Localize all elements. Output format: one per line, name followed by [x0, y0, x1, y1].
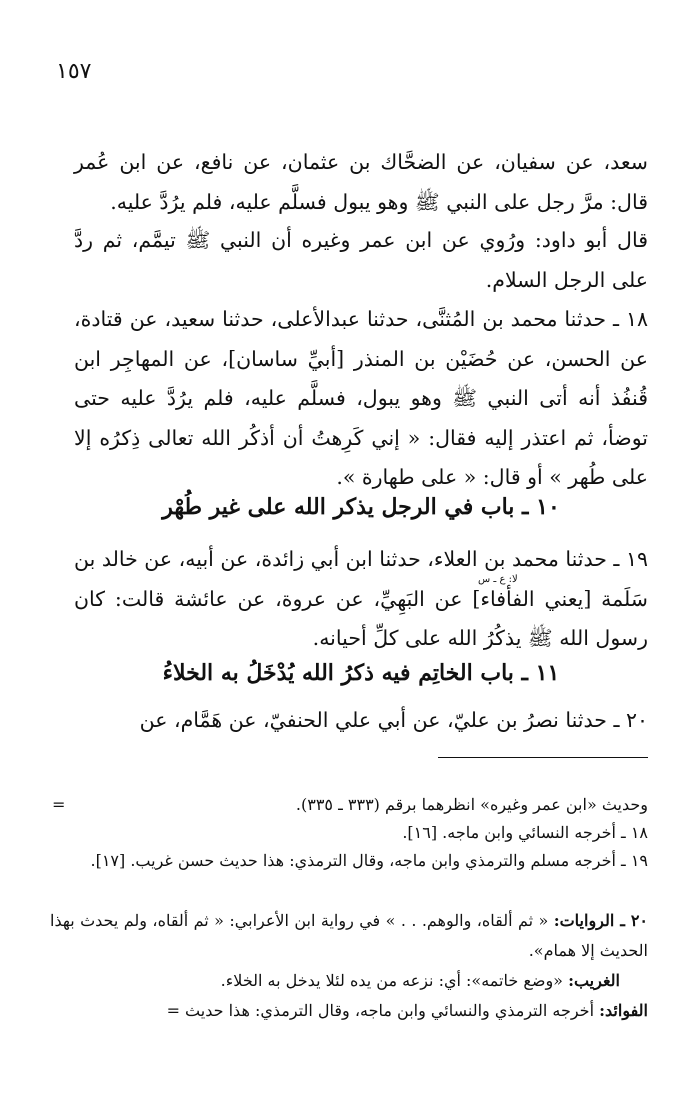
footnote-18: ١٨ ـ أخرجه النسائي وابن ماجه. [١٦]. [402, 823, 648, 842]
chapter-heading-11: ١١ ـ باب الخاتِم فيه ذكرُ الله يُدْخَلُ به الخلاءُ [162, 660, 560, 686]
footnote-fawaid [50, 996, 648, 1026]
gharib-text: «وضع خاتمه»: أي: نزعه من يده لئلا يدخل به الخلاء. [220, 971, 563, 990]
footnote-gharib [50, 966, 620, 996]
chapter-heading-10: ١٠ ـ باب في الرجل يذكر الله على غير طُهْر [162, 494, 560, 520]
fawaid-label: الفوائد: [599, 1001, 648, 1020]
paragraph-2: قال أبو داود: ورُوي عن ابن عمر وغيره أن النبي ﷺ تيمَّم، ثم ردَّ على الرجل السلام. [74, 228, 648, 292]
footnote-20 [50, 906, 648, 966]
footnote-20-text: « ثم ألقاه، والوهم. . . » في رواية ابن الأعرابي: « ثم ألقاه، ولم يحدث بهذا الحديث إلا همام». [50, 911, 648, 960]
footnote-continuation: وحديث «ابن عمر وغيره» انظرهما برقم (٣٣٣ ـ ٣٣٥). [295, 795, 648, 814]
footnote-separator [438, 757, 648, 758]
marginal-note: لا: ع ـ س [478, 574, 518, 585]
continuation-mark: = [52, 795, 66, 814]
gharib-label: الغريب: [568, 971, 620, 990]
footnote-19: ١٩ ـ أخرجه مسلم والترمذي وابن ماجه، وقال الترمذي: هذا حديث حسن غريب. [١٧]. [90, 851, 648, 870]
paragraph-1: سعد، عن سفيان، عن الضحَّاك بن عثمان، عن نافع، عن ابن عُمر قال: مرَّ رجل على النبي ﷺ وهو يبول فسلَّم عليه، فلم يرُدَّ عليه. [74, 150, 648, 214]
footnote-20-label: ٢٠ ـ الروايات: [553, 911, 648, 930]
paragraph-hadith-18: ١٨ ـ حدثنا محمد بن المُثنَّى، حدثنا عبدالأعلى، حدثنا سعيد، عن قتادة، عن الحسن، عن حُضَيْن بن المنذر [أبيِّ ساسان]، عن المهاجِر ابن قُنفُذ أنه أتى النبي ﷺ وهو يبول، فسلَّم عليه، فلم يرُدَّ عليه حتى توضأ، ثم اعتذر إليه فقال: « إني كَرِهتُ أن أذكُر الله تعالى ذِكرُه إلا على طُهر » أو قال: « على طهارة ». [74, 307, 648, 489]
paragraph-hadith-20: ٢٠ ـ حدثنا نصرُ بن عليّ، عن أبي علي الحنفيّ، عن هَمَّام، عن [139, 708, 648, 732]
page-number: ١٥٧ [56, 59, 92, 84]
paragraph-hadith-19: ١٩ ـ حدثنا محمد بن العلاء، حدثنا ابن أبي زائدة، عن أبيه، عن خالد بن سَلَمة [يعني الفأفاء] عن البَهِيِّ، عن عروة، عن عائشة قالت: كان رسول الله ﷺ يذكُرُ الله على كلِّ أحيانه. [74, 547, 648, 650]
fawaid-text: أخرجه الترمذي والنسائي وابن ماجه، وقال الترمذي: هذا حديث = [166, 1001, 595, 1020]
